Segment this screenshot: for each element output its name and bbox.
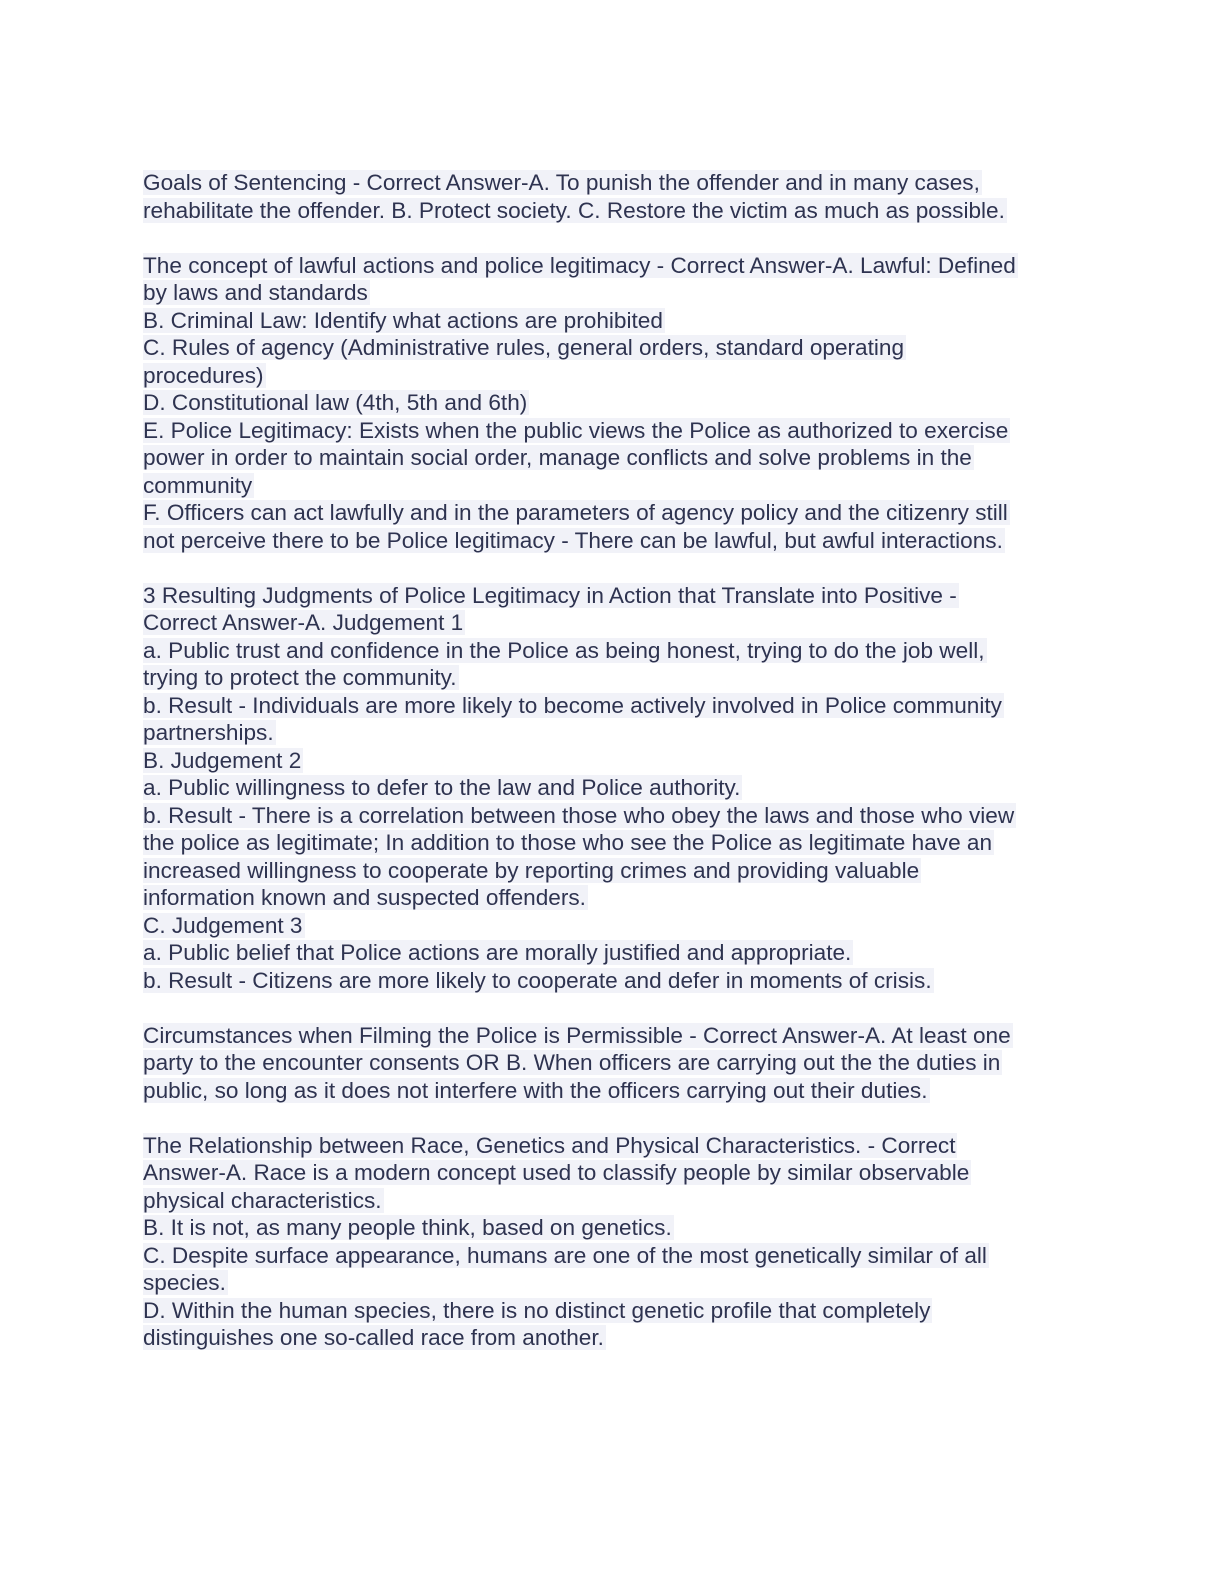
- text-line: b. Result - Citizens are more likely to cooperate and defer in moments of crisis.: [143, 967, 932, 993]
- text-line: C. Despite surface appearance, humans are one of the most genetically similar of all: [143, 1242, 987, 1268]
- text-line: physical characteristics.: [143, 1187, 382, 1213]
- text-line: public, so long as it does not interfere with the officers carrying out their duties.: [143, 1077, 928, 1103]
- text-line: B. It is not, as many people think, based on genetics.: [143, 1215, 672, 1240]
- text-line: species.: [143, 1270, 226, 1295]
- text-line: b. Result - There is a correlation between those who obey the laws and those who view: [143, 802, 1015, 828]
- text-line: partnerships.: [143, 720, 274, 745]
- text-line: trying to protect the community.: [143, 665, 457, 690]
- text-line: Answer-A. Race is a modern concept used to classify people by similar observable: [143, 1160, 970, 1185]
- text-line: B. Criminal Law: Identify what actions are prohibited: [143, 307, 663, 333]
- text-line: a. Public trust and confidence in the Police as being honest, trying to do the job well,: [143, 637, 985, 663]
- qa-block-filming-police: [143, 1022, 1083, 1105]
- text-line: not perceive there to be Police legitimacy - There can be lawful, but awful interactions.: [143, 527, 1003, 553]
- qa-block-goals-of-sentencing: [143, 169, 1083, 224]
- text-line: rehabilitate the offender. B. Protect society. C. Restore the victim as much as possible.: [143, 197, 1005, 223]
- qa-block-lawful-actions-legitimacy: [143, 252, 1083, 555]
- text-line: E. Police Legitimacy: Exists when the public views the Police as authorized to exercise: [143, 417, 1009, 443]
- document-page: [143, 169, 1083, 1379]
- text-line: a. Public belief that Police actions are morally justified and appropriate.: [143, 940, 852, 965]
- text-line: party to the encounter consents OR B. When officers are carrying out the the duties in: [143, 1050, 1001, 1075]
- text-line: distinguishes one so-called race from another.: [143, 1325, 604, 1350]
- text-line: The Relationship between Race, Genetics and Physical Characteristics. - Correct: [143, 1132, 956, 1158]
- text-line: D. Constitutional law (4th, 5th and 6th): [143, 390, 528, 415]
- text-line: increased willingness to cooperate by reporting crimes and providing valuable: [143, 857, 920, 883]
- text-line: by laws and standards: [143, 280, 368, 305]
- text-line: Goals of Sentencing - Correct Answer-A. To punish the offender and in many cases,: [143, 170, 980, 195]
- text-line: information known and suspected offenders.: [143, 885, 586, 910]
- text-line: a. Public willingness to defer to the law and Police authority.: [143, 775, 741, 800]
- text-line: C. Rules of agency (Administrative rules, general orders, standard operating: [143, 335, 905, 360]
- qa-block-resulting-judgments: [143, 582, 1083, 995]
- qa-block-race-genetics: [143, 1132, 1083, 1352]
- text-line: Correct Answer-A. Judgement 1: [143, 610, 464, 635]
- text-line: D. Within the human species, there is no distinct genetic profile that completely: [143, 1297, 931, 1323]
- text-line: 3 Resulting Judgments of Police Legitimacy in Action that Translate into Positive -: [143, 582, 957, 608]
- text-line: C. Judgement 3: [143, 912, 303, 938]
- text-line: power in order to maintain social order, manage conflicts and solve problems in the: [143, 445, 972, 470]
- text-line: Circumstances when Filming the Police is Permissible - Correct Answer-A. At least one: [143, 1022, 1011, 1048]
- text-line: community: [143, 472, 253, 498]
- text-line: B. Judgement 2: [143, 747, 302, 773]
- text-line: the police as legitimate; In addition to those who see the Police as legitimate have an: [143, 830, 993, 855]
- text-line: F. Officers can act lawfully and in the parameters of agency policy and the citizenry still: [143, 500, 1008, 525]
- text-line: procedures): [143, 362, 264, 388]
- text-line: b. Result - Individuals are more likely to become actively involved in Police community: [143, 692, 1002, 718]
- text-line: The concept of lawful actions and police legitimacy - Correct Answer-A. Lawful: Defined: [143, 252, 1016, 278]
